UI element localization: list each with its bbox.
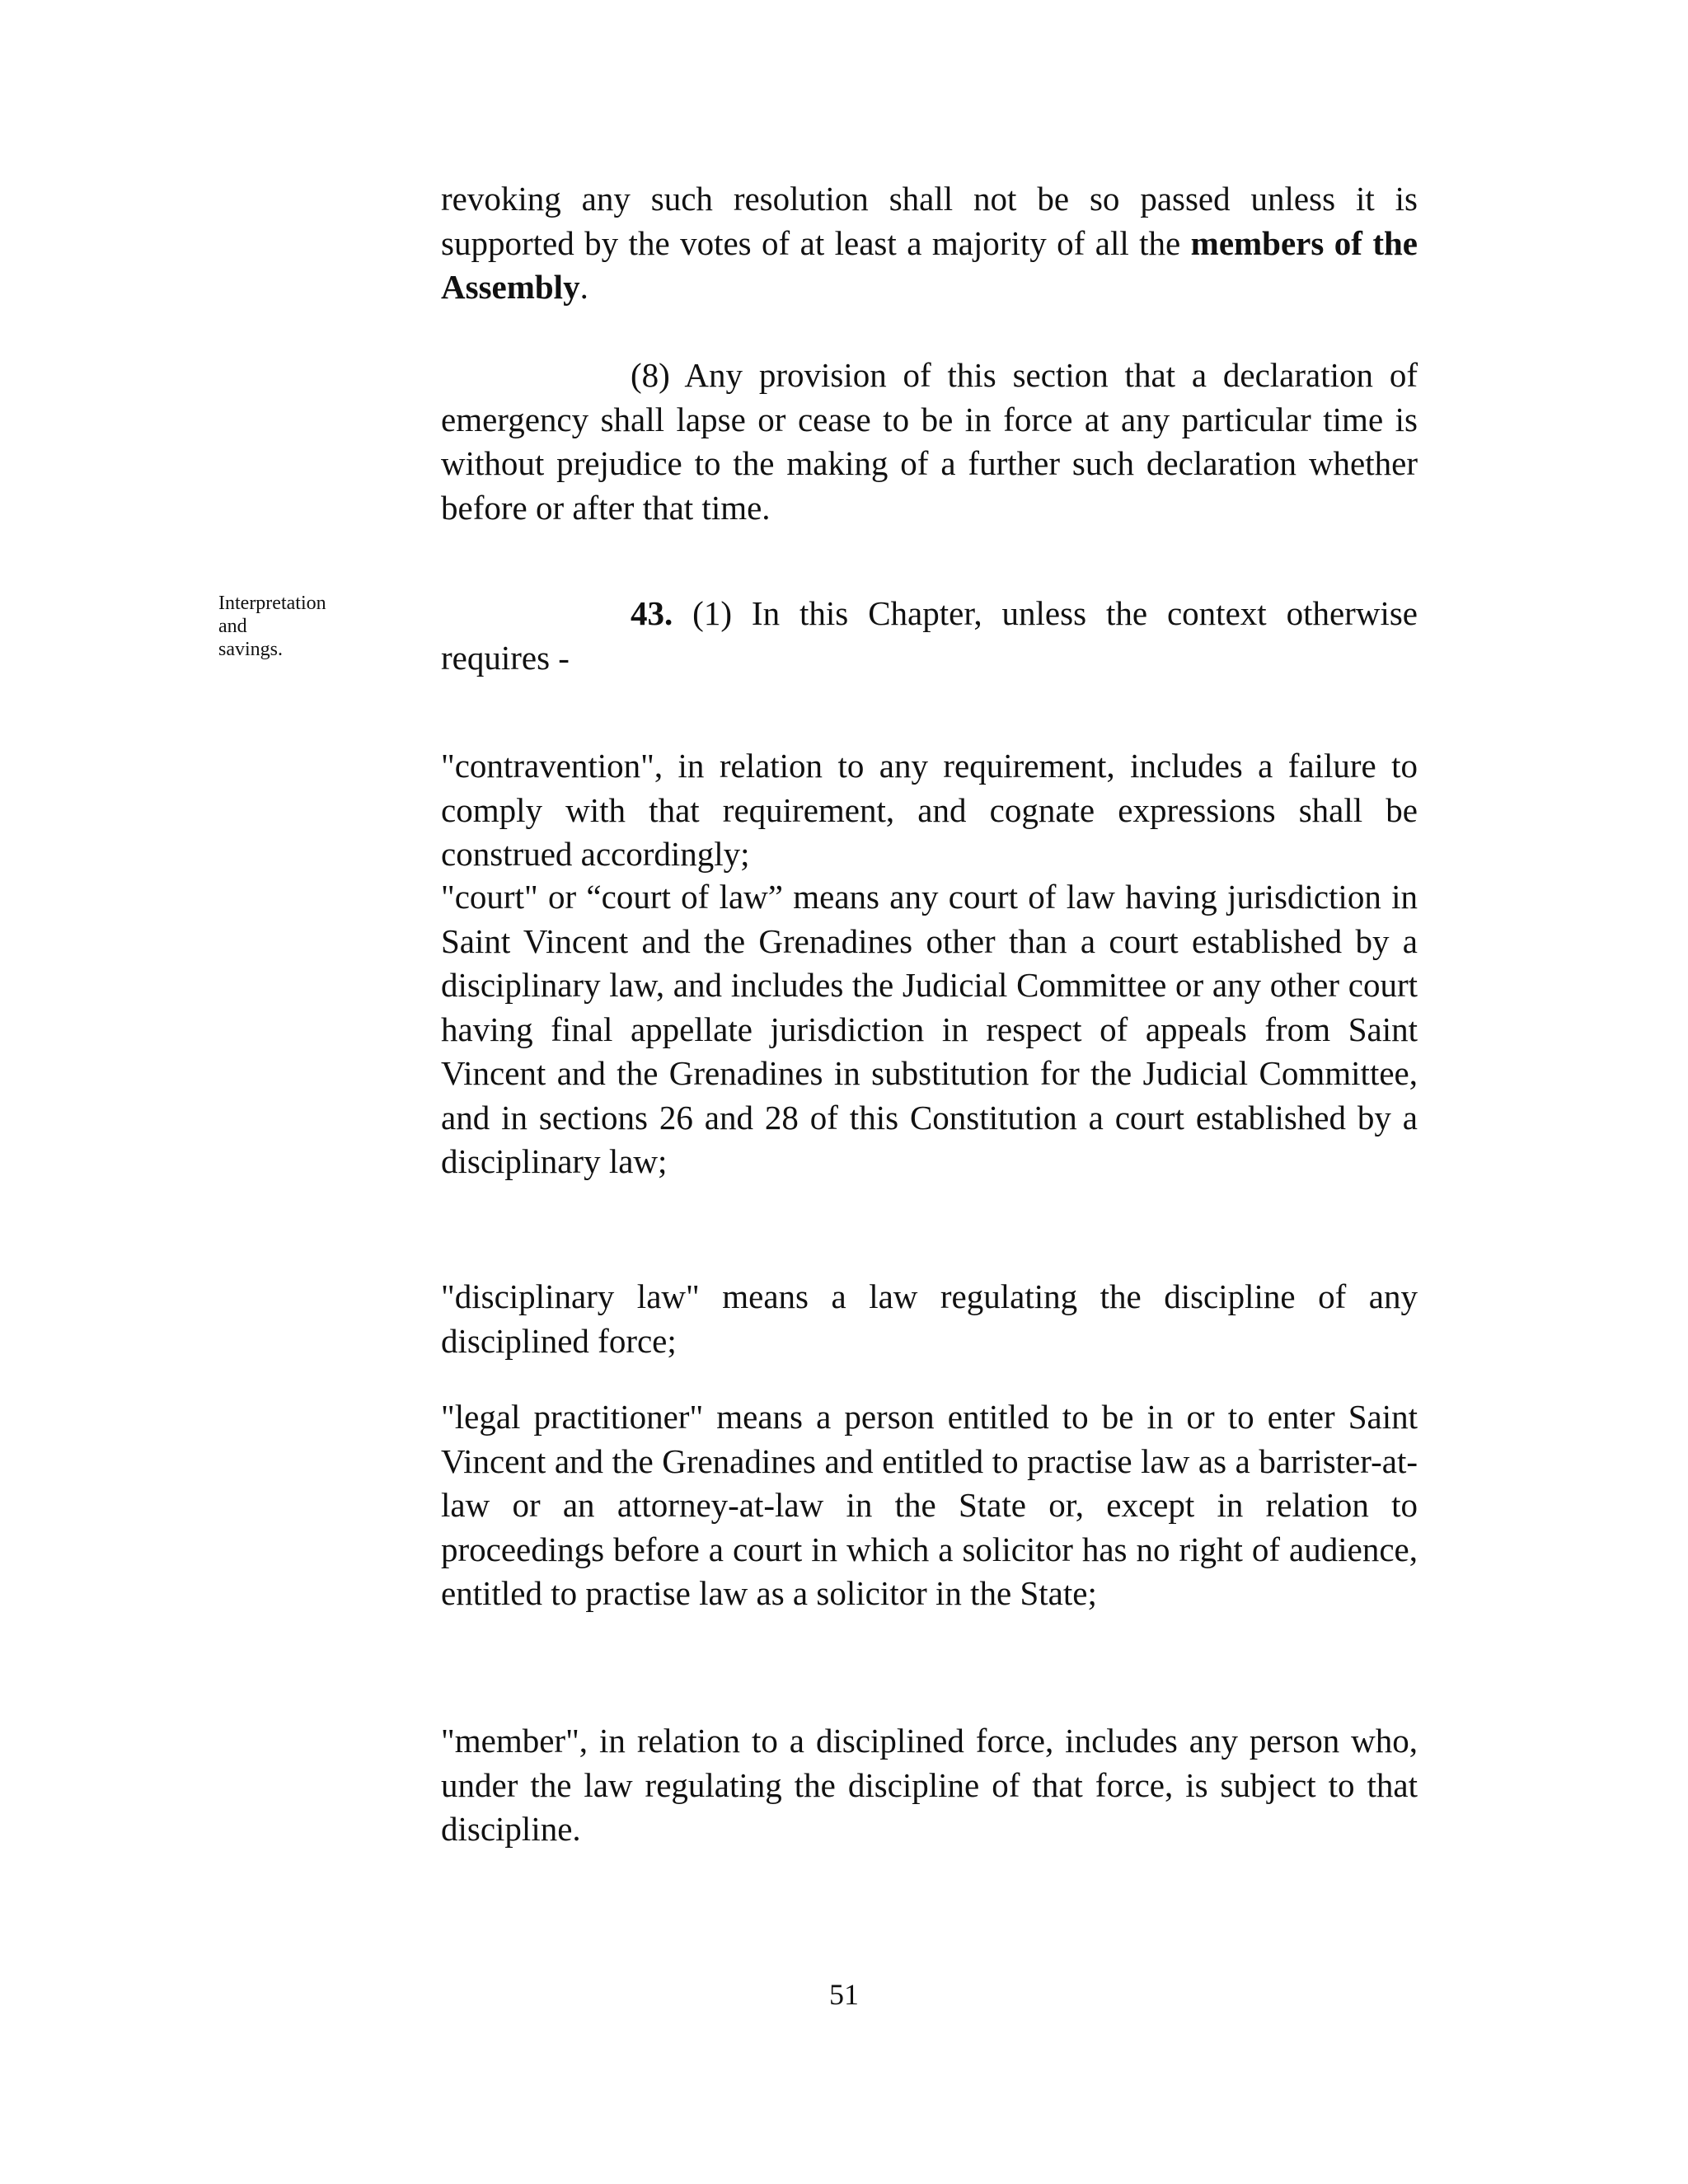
definition-text: "court" or “court of law” means any court of law having jurisdiction in Saint Vincent and the Grenadines other than a court established by a disciplinary law, and includes the Judicial Committee or any other court having final appellate jurisdiction in respect of appeals from Saint Vincent and the Grenadines in substitution for the Judicial Committee, and in sections 26 and 28 of this Constitution a court established by a disciplinary law; <box>441 878 1418 1180</box>
continuation-period: . <box>579 268 588 306</box>
definition-text: "contravention", in relation to any requirement, includes a failure to comply with that requirement, and cognate expressions shall be construed accordingly; <box>441 747 1418 873</box>
subsection-8-text: (8) Any provision of this section that a declaration of emergency shall lapse or cease to be in force at any particular time is without prejudice to the making of a further such declaration whether before or after that time. <box>441 356 1418 527</box>
definition-contravention <box>441 744 1418 877</box>
margin-note <box>218 592 375 661</box>
margin-note-line: Interpretation <box>218 593 326 614</box>
definition-disciplinary-law <box>441 1275 1418 1363</box>
bold-term: members of the Assembly <box>441 223 1418 306</box>
continuation-text: revoking any such resolution shall not be so passed unless it is supported by the votes of at least a majority of all the <box>441 180 1418 262</box>
definition-legal-practitioner <box>441 1395 1418 1616</box>
margin-note-line: savings. <box>218 639 283 660</box>
continuation-paragraph <box>441 177 1418 310</box>
page-number: 51 <box>829 1978 859 2011</box>
section-43-heading <box>441 592 1418 680</box>
definition-text: "member", in relation to a disciplined force, includes any person who, under the law regulating the discipline of that force, is subject to that discipline. <box>441 1722 1418 1848</box>
definition-member <box>441 1719 1418 1852</box>
definition-court <box>441 875 1418 1184</box>
margin-note-line: and <box>218 616 247 637</box>
section-number: 43. <box>631 594 673 632</box>
definition-text: "legal practitioner" means a person entitled to be in or to enter Saint Vincent and the Grenadines and entitled to practise law as a barrister-at-law or an attorney-at-law in the State or, except in relation to proceedings before a court in which a solicitor has no right of audience, entitled to practise law as a solicitor in the State; <box>441 1398 1418 1612</box>
subsection-8-paragraph <box>441 354 1418 530</box>
definition-text: "disciplinary law" means a law regulating the discipline of any disciplined force; <box>441 1277 1418 1360</box>
section-43-intro: (1) In this Chapter, unless the context otherwise requires - <box>441 594 1418 677</box>
